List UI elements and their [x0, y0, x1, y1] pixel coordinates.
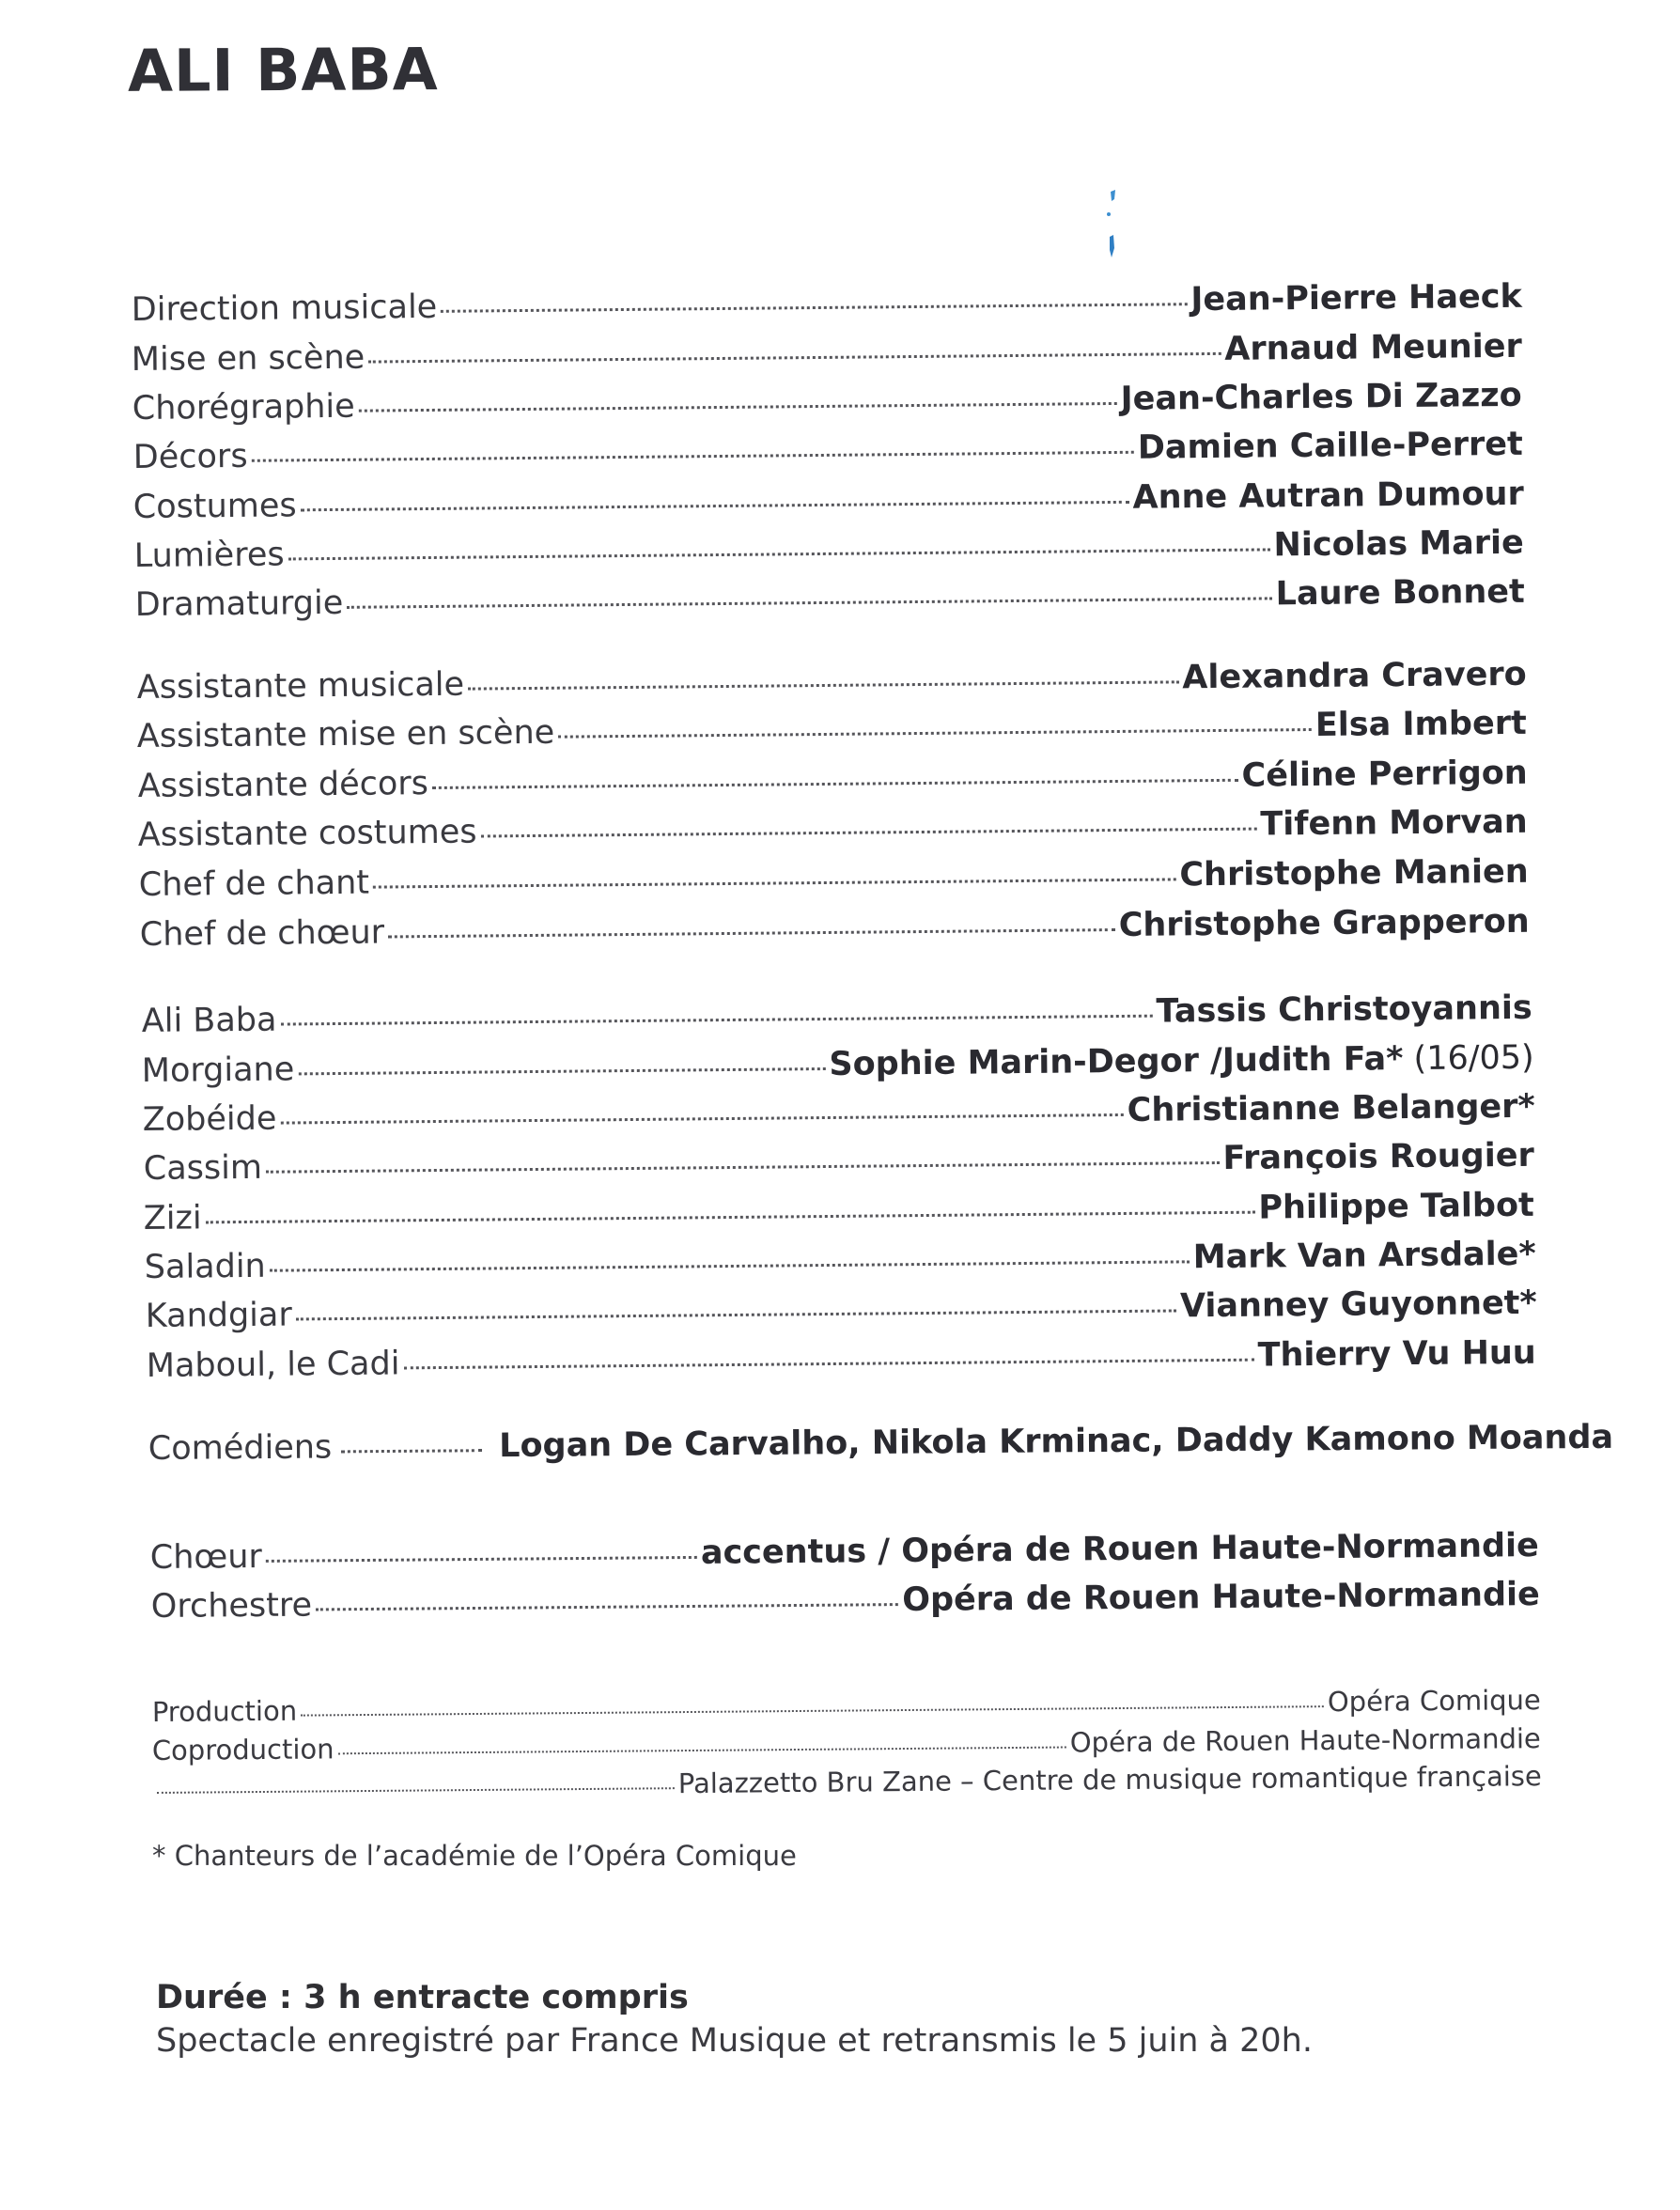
ensemble-row	[150, 1527, 1539, 1577]
credit-row	[133, 475, 1524, 526]
credit-name: Céline Perrigon	[1241, 754, 1528, 795]
cast-role: Saladin	[144, 1247, 266, 1286]
production-role: Production	[151, 1694, 298, 1728]
production-name: Opéra Comique	[1327, 1684, 1541, 1719]
credit-row	[137, 656, 1527, 707]
cast-singer: Christianne Belanger*	[1127, 1087, 1535, 1129]
dotted-leader	[301, 501, 1129, 511]
duration-text: Durée : 3 h entracte compris	[156, 1979, 689, 2016]
credit-name: Damien Caille-Perret	[1137, 425, 1523, 467]
cast-name	[1222, 1137, 1534, 1177]
dotted-leader	[388, 928, 1115, 938]
credit-row	[138, 803, 1528, 854]
cast-name	[1193, 1236, 1536, 1277]
credit-row	[132, 328, 1522, 379]
production-row	[152, 1684, 1541, 1728]
production-role: Coproduction	[151, 1733, 334, 1766]
credit-role: Costumes	[132, 487, 297, 526]
dotted-leader	[373, 878, 1175, 888]
credit-role: Chorégraphie	[132, 387, 355, 428]
dotted-leader	[252, 451, 1134, 462]
credit-row	[132, 278, 1522, 329]
cast-role: Maboul, le Cadi	[146, 1345, 400, 1385]
credit-row	[139, 853, 1529, 904]
ensemble-role: Orchestre	[150, 1586, 313, 1626]
credit-name: Tifenn Morvan	[1260, 802, 1528, 844]
dotted-leader	[288, 548, 1270, 560]
credit-name: Christophe Manien	[1179, 852, 1529, 895]
credit-role: Direction musicale	[131, 288, 438, 329]
cast-row	[143, 1088, 1535, 1139]
credit-role: Dramaturgie	[134, 584, 344, 624]
credit-row	[138, 755, 1528, 805]
credit-row	[135, 573, 1525, 624]
cast-role: Kandgiar	[145, 1296, 292, 1335]
cast-role: Zobéide	[142, 1099, 277, 1139]
credit-name: Jean-Charles Di Zazzo	[1120, 376, 1522, 418]
credit-name: Laure Bonnet	[1275, 572, 1525, 614]
broadcast-text: Spectacle enregistré par France Musique et retransmis le 5 juin à 20h.	[156, 2022, 1313, 2060]
credit-role: Assistante costumes	[137, 813, 477, 854]
ensemble-role: Chœur	[149, 1537, 262, 1577]
cast-row	[142, 1039, 1534, 1090]
dotted-leader	[403, 1359, 1253, 1370]
dotted-leader	[347, 597, 1271, 608]
dotted-leader	[270, 1260, 1190, 1271]
dotted-leader	[157, 1787, 675, 1794]
actors-names: Logan De Carvalho, Nikola Krminac, Daddy Kamono Moanda	[499, 1418, 1614, 1466]
cast-singer: Tassis Christoyannis	[1156, 988, 1532, 1031]
actors-role: Comédiens	[148, 1428, 333, 1468]
credit-row	[133, 426, 1523, 476]
ensemble-name: accentus / Opéra de Rouen Haute-Normandie	[700, 1527, 1539, 1572]
dotted-leader	[441, 303, 1187, 313]
cast-name	[1257, 1334, 1535, 1375]
credit-name: Christophe Grapperon	[1118, 902, 1530, 944]
dotted-leader	[298, 1067, 825, 1075]
cast-date-note: (16/05)	[1403, 1038, 1534, 1079]
credit-name: Arnaud Meunier	[1224, 327, 1522, 368]
dotted-leader	[558, 728, 1312, 739]
cast-role: Ali Baba	[141, 1001, 277, 1040]
cast-row	[144, 1187, 1534, 1237]
cast-row	[147, 1334, 1536, 1385]
credit-row	[140, 903, 1530, 954]
dotted-leader	[301, 1705, 1324, 1717]
cast-role: Cassim	[143, 1148, 263, 1188]
dotted-leader	[266, 1556, 697, 1563]
credit-role: Assistante mise en scène	[136, 713, 555, 755]
cast-row	[144, 1137, 1534, 1188]
ink-blot	[1105, 188, 1120, 263]
cast-singer: Mark Van Arsdale*	[1192, 1235, 1536, 1277]
cast-row	[142, 989, 1532, 1040]
ensemble-row	[151, 1576, 1540, 1626]
dotted-leader	[338, 1747, 1066, 1755]
credit-row	[137, 705, 1527, 755]
cast-singer: Vianney Guyonnet*	[1179, 1284, 1537, 1326]
cast-singer: Sophie Marin-Degor /Judith Fa*	[829, 1040, 1404, 1083]
production-name: Palazzetto Bru Zane – Centre de musique romantique française	[677, 1760, 1542, 1800]
cast-singer: Thierry Vu Huu	[1257, 1333, 1536, 1375]
cast-singer: François Rougier	[1222, 1136, 1534, 1177]
credit-role: Lumières	[133, 536, 285, 575]
dotted-leader	[468, 680, 1178, 690]
cast-name	[1127, 1088, 1534, 1129]
credit-role: Mise en scène	[131, 338, 366, 379]
ensemble-name: Opéra de Rouen Haute-Normandie	[902, 1576, 1540, 1620]
credit-name: Alexandra Cravero	[1182, 655, 1527, 697]
credit-row	[132, 377, 1522, 428]
actors-row	[148, 1418, 1614, 1468]
production-row	[153, 1760, 1542, 1804]
dotted-leader	[280, 1113, 1123, 1125]
credit-row	[134, 524, 1524, 575]
credit-name: Anne Autran Dumour	[1132, 475, 1524, 517]
cast-name	[829, 1039, 1534, 1083]
credit-role: Chef de chant	[138, 864, 370, 904]
dotted-leader	[296, 1309, 1176, 1320]
cast-row	[145, 1236, 1536, 1286]
production-name: Opéra de Rouen Haute-Normandie	[1069, 1722, 1541, 1759]
cast-singer: Philippe Talbot	[1258, 1186, 1534, 1227]
cast-name	[1180, 1284, 1537, 1326]
production-row	[152, 1722, 1541, 1766]
dotted-leader	[316, 1603, 898, 1611]
dotted-leader	[341, 1449, 482, 1453]
credit-role: Assistante décors	[137, 765, 429, 805]
credit-role: Chef de chœur	[139, 913, 385, 954]
dotted-leader	[432, 779, 1238, 789]
cast-role: Morgiane	[141, 1051, 295, 1090]
credit-role: Assistante musicale	[136, 665, 465, 707]
cast-row	[146, 1284, 1537, 1335]
credit-name: Nicolas Marie	[1273, 523, 1524, 565]
dotted-leader	[206, 1211, 1255, 1224]
dotted-leader	[280, 1015, 1152, 1026]
dotted-leader	[359, 402, 1117, 412]
credit-name: Jean-Pierre Haeck	[1190, 277, 1522, 319]
cast-name	[1156, 989, 1532, 1031]
cast-role: Zizi	[143, 1199, 202, 1237]
footnote: * Chanteurs de l’académie de l’Opéra Comique	[152, 1840, 797, 1872]
cast-name	[1258, 1187, 1534, 1227]
credit-role: Décors	[132, 437, 248, 476]
dotted-leader	[481, 828, 1257, 838]
dotted-leader	[368, 352, 1221, 364]
credit-name: Elsa Imbert	[1314, 704, 1527, 744]
page-title: ALI BABA	[127, 35, 439, 105]
dotted-leader	[266, 1161, 1220, 1174]
